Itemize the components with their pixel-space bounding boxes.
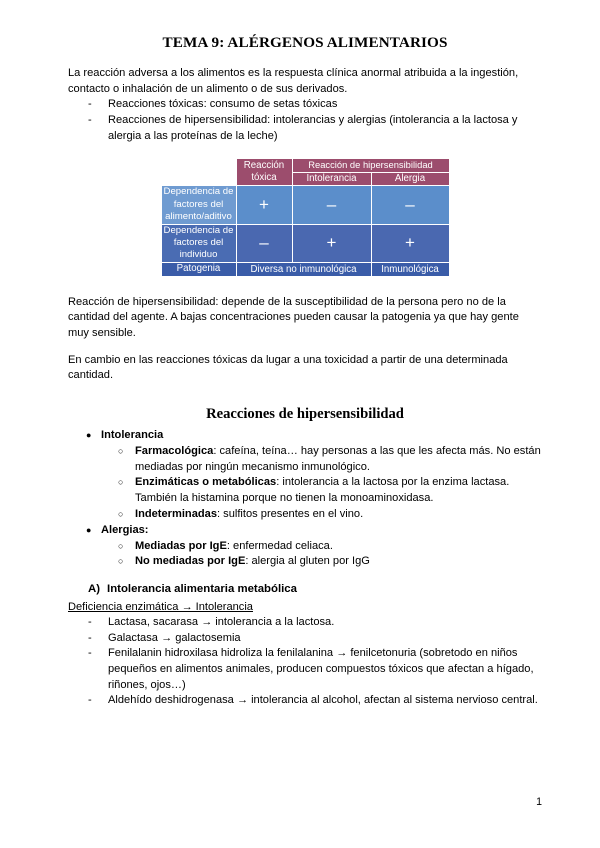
list-item	[101, 539, 542, 555]
term: Indeterminadas	[135, 508, 217, 521]
term-text: : alergia al gluten por IgG	[245, 555, 370, 568]
hypersensitivity-list	[68, 428, 542, 570]
dash-marker: -	[88, 647, 92, 660]
body-paragraph-2: En cambio en las reacciones tóxicas da lugar a una toxicidad a partir de una determinada cantidad.	[68, 353, 508, 382]
list-item	[68, 646, 542, 693]
hypersensitivity-comparison-table	[161, 158, 450, 277]
cell-alimento-intolerancia: –	[292, 186, 371, 224]
list-item	[68, 631, 542, 647]
dash-marker: -	[88, 98, 92, 111]
intolerancia-sublist	[101, 444, 542, 523]
list-item	[101, 444, 542, 476]
cell-alimento-alergia: –	[371, 186, 449, 224]
section-letter: A)	[88, 583, 101, 596]
list-item	[68, 97, 542, 113]
list-item-alergias	[68, 523, 542, 570]
section-a-subtitle-wrap	[68, 597, 542, 615]
list-item-text: Reacciones tóxicas: consumo de setas tóxicas	[108, 98, 338, 111]
row-label-alimento-aditivo: Dependencia de factores del alimento/aditivo	[161, 186, 236, 224]
table-footer-row	[161, 262, 449, 276]
cell-individuo-alergia: +	[371, 224, 449, 262]
group-label: Alergias:	[101, 523, 149, 536]
alergias-sublist	[101, 539, 542, 571]
table-row	[161, 224, 449, 262]
cell-individuo-intolerancia: +	[292, 224, 371, 262]
list-item-text: Aldehído deshidrogenasa → intolerancia al alcohol, afectan al sistema nervioso central.	[108, 694, 538, 707]
table-header-reaccion-toxica: Reacción tóxica	[236, 159, 292, 186]
section-a-title: Intolerancia alimentaria metabólica	[107, 583, 297, 596]
circle-bullet-icon: ○	[118, 509, 124, 520]
row-label-individuo: Dependencia de factores del individuo	[161, 224, 236, 262]
bullet-icon: ●	[86, 524, 92, 535]
term-text: : sulfitos presentes en el vino.	[217, 508, 364, 521]
comparison-table-container	[68, 158, 542, 277]
term: Mediadas por IgE	[135, 539, 227, 552]
list-item-text: Lactasa, sacarasa → intolerancia a la lactosa.	[108, 616, 335, 629]
list-item	[68, 693, 542, 709]
body-paragraph-1: Reacción de hipersensibilidad: depende de la susceptibilidad de la persona pero no de la cantidad del agente. A bajas concentraciones pueden causar la patogenia ya que hay gente muy sensible.	[68, 295, 519, 340]
intro-dash-list	[68, 97, 542, 144]
row-label-patogenia: Patogenia	[161, 262, 236, 276]
section-a-heading	[68, 581, 542, 597]
list-item-intolerancia	[68, 428, 542, 523]
page-number: 1	[536, 796, 542, 808]
list-item	[101, 475, 542, 507]
dash-marker: -	[88, 616, 92, 629]
page-title: TEMA 9: ALÉRGENOS ALIMENTARIOS	[162, 34, 448, 51]
term-text: : cafeína, teína… hay personas a las que les afecta más. No están mediadas por ningún mecanismo inmunológico.	[135, 444, 541, 473]
circle-bullet-icon: ○	[118, 445, 124, 456]
table-corner-cell	[161, 159, 236, 186]
term: Farmacológica	[135, 444, 214, 457]
dash-marker: -	[88, 631, 92, 644]
cell-patogenia-inmunologica: Inmunológica	[371, 262, 449, 276]
table-header-alergia: Alergia	[371, 172, 449, 186]
term: Enzimáticas o metabólicas	[135, 476, 277, 489]
dash-marker: -	[88, 694, 92, 707]
list-item	[101, 554, 542, 570]
cell-alimento-toxica: +	[236, 186, 292, 224]
term-text: : enfermedad celiaca.	[226, 539, 333, 552]
intro-paragraph: La reacción adversa a los alimentos es la respuesta clínica anormal atribuida a la ingestión, contacto o inhalación de un alimento o de sus derivados.	[68, 67, 519, 95]
list-item-text: Galactasa → galactosemia	[108, 631, 241, 644]
term-text: : intolerancia a la lactosa por la enzima lactasa. También la histamina porque no tienen la monoaminoxidasa.	[135, 476, 510, 505]
dash-marker: -	[88, 114, 92, 127]
section-a-dash-list	[68, 615, 542, 709]
circle-bullet-icon: ○	[118, 540, 124, 551]
list-item-text: Fenilalanin hidroxilasa hidroliza la fenilalanina → fenilcetonuria (sobretodo en niños pequeños en alimentos animales, producen compuestos tóxicos que afectan a hígado, riñones, ojos…)	[108, 647, 534, 691]
table-header-row	[161, 159, 449, 173]
list-item	[101, 507, 542, 523]
list-item	[68, 113, 542, 144]
cell-patogenia-no-inmunologica: Diversa no inmunológica	[236, 262, 371, 276]
term: No mediadas por IgE	[135, 555, 246, 568]
circle-bullet-icon: ○	[118, 556, 124, 567]
table-header-hipersensibilidad: Reacción de hipersensibilidad	[292, 159, 449, 173]
cell-individuo-toxica: –	[236, 224, 292, 262]
table-row	[161, 186, 449, 224]
table-header-intolerancia: Intolerancia	[292, 172, 371, 186]
section-a-subtitle: Deficiencia enzimática → Intolerancia	[68, 601, 253, 614]
section-heading-hipersensibilidad: Reacciones de hipersensibilidad	[206, 405, 404, 422]
list-item	[68, 615, 542, 631]
circle-bullet-icon: ○	[118, 477, 124, 488]
bullet-icon: ●	[86, 430, 92, 441]
list-item-text: Reacciones de hipersensibilidad: intolerancias y alergias (intolerancia a la lactosa y alergia a las proteínas de la leche)	[108, 114, 518, 142]
group-label: Intolerancia	[101, 429, 164, 442]
